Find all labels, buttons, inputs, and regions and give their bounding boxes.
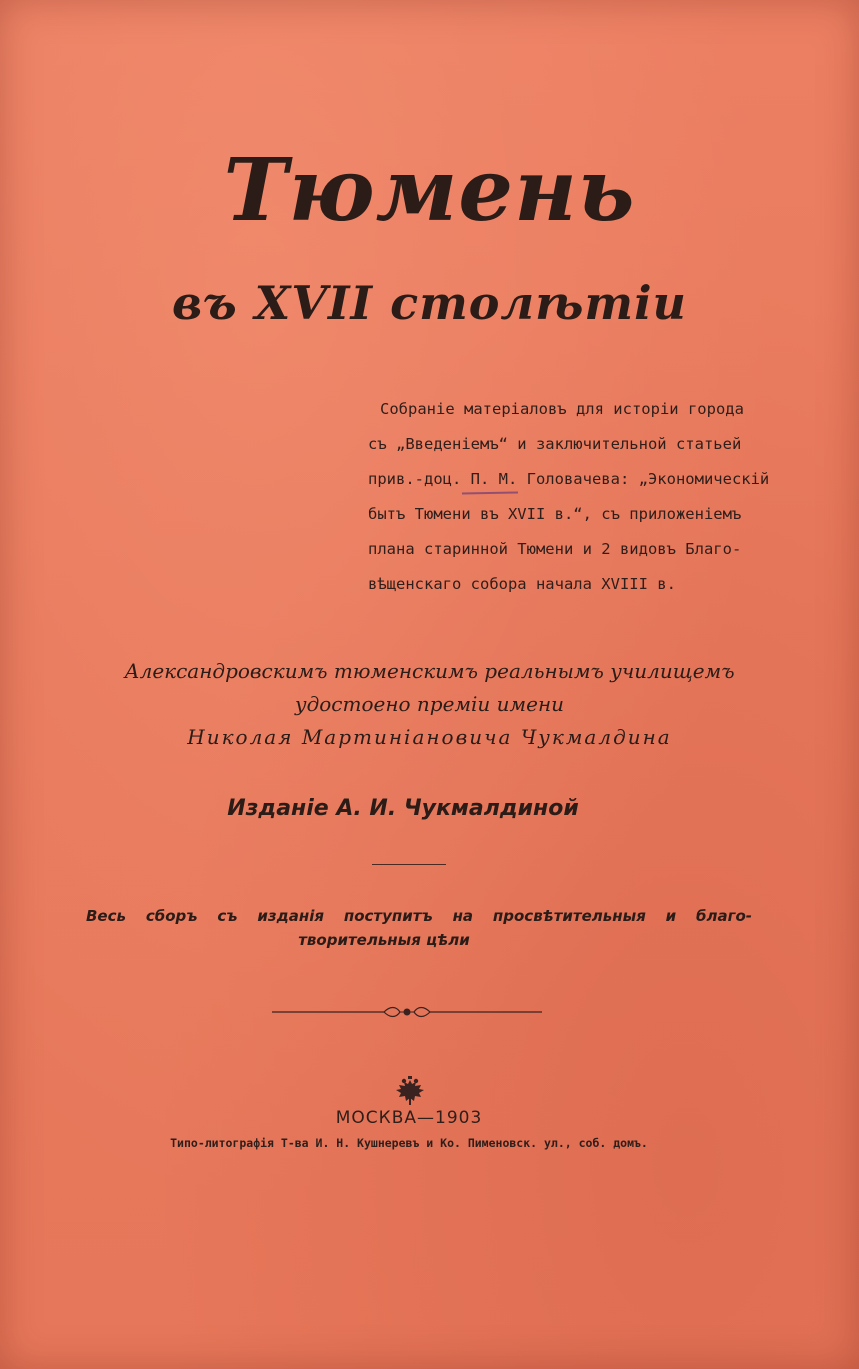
- description-line: Собраніе матеріаловъ для исторіи города: [380, 400, 744, 418]
- proceeds-line: Весь сборъ съ изданія поступитъ на просвѣтительныя и благо-: [86, 907, 752, 925]
- double-headed-eagle-icon: [393, 1076, 427, 1106]
- description-line: съ „Введеніемъ“ и заключительной статьей: [368, 435, 742, 453]
- proceeds-note: [86, 904, 752, 952]
- proceeds-line: творительныя цѣли: [298, 931, 470, 949]
- book-subtitle: въ XVII столѣтіи: [171, 276, 687, 330]
- award-line: Александровскимъ тюменскимъ реальнымъ училищемъ: [124, 659, 735, 683]
- description-line: прив.-доц. П. М. Головачева: „Экономическій: [368, 470, 770, 488]
- description-line: вѣщенскаго собора начала XVIII в.: [368, 575, 676, 593]
- imprint-printer: Типо-литографія Т-ва И. Н. Кушнеревъ и Ко. Пименовск. ул., соб. домъ.: [170, 1136, 648, 1150]
- divider-rule: [372, 864, 446, 865]
- description-line: плана старинной Тюмени и 2 видовъ Благо-: [368, 540, 742, 558]
- imprint-city-year: МОСКВА—1903: [335, 1108, 483, 1128]
- award-block: [0, 655, 859, 754]
- award-line: Николая Мартиніановича Чукмалдина: [187, 725, 672, 749]
- edition-line: Изданіе А. И. Чукмалдиной: [227, 796, 579, 821]
- award-line: удостоено преміи имени: [294, 692, 565, 716]
- ornament-divider-icon: [272, 1002, 542, 1022]
- book-title: Тюмень: [223, 140, 636, 241]
- description-line: бытъ Тюмени въ XVII в.“, съ приложеніемъ: [368, 505, 742, 523]
- description-block: [368, 392, 770, 602]
